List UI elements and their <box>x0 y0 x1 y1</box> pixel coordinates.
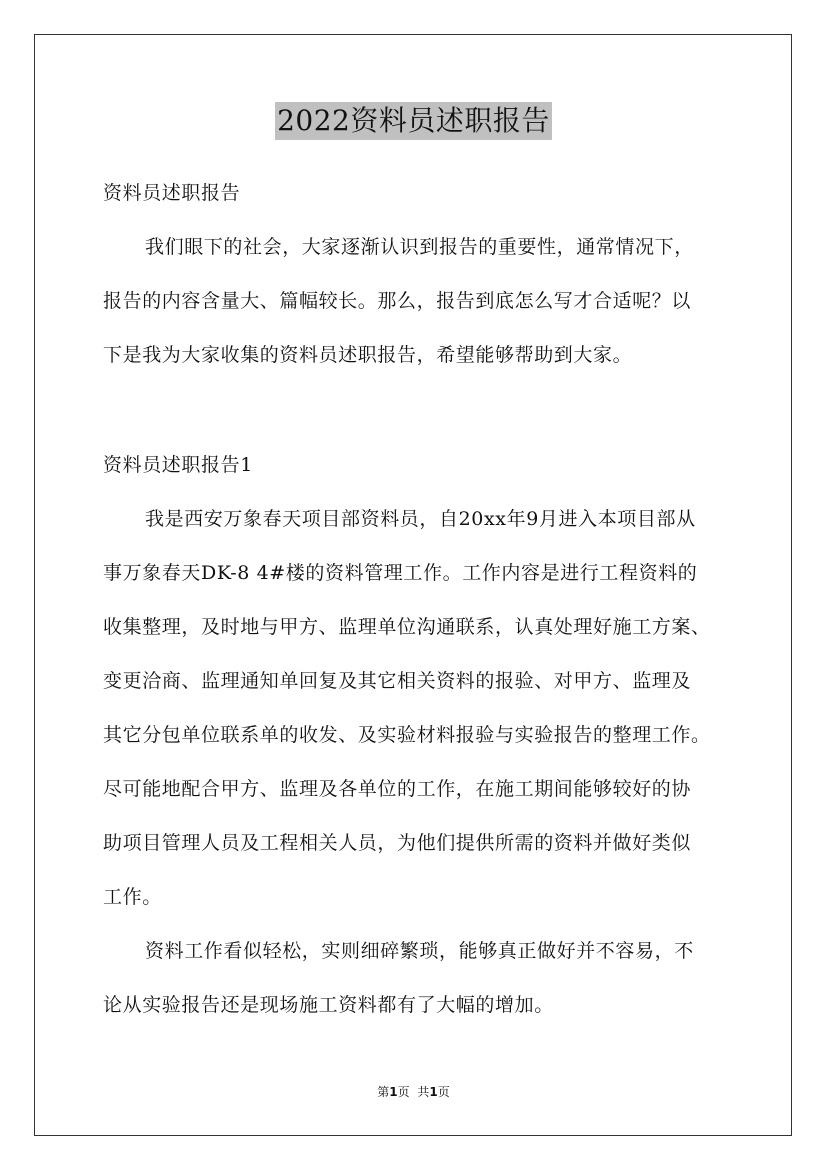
page-suffix: 页 <box>397 1085 410 1099</box>
intro-line-1: 我们眼下的社会，大家逐渐认识到报告的重要性，通常情况下， <box>145 236 694 258</box>
total-number: 1 <box>429 1085 438 1099</box>
para1-line-7: 助项目管理人员及工程相关人员，为他们提供所需的资料并做好类似 <box>103 832 692 854</box>
document-title: 2022资料员述职报告 <box>275 102 552 140</box>
para2-line-2: 论从实验报告还是现场施工资料都有了大幅的增加。 <box>103 994 554 1016</box>
para1-line-5: 其它分包单位联系单的收发、及实验材料报验与实验报告的整理工作。 <box>103 724 711 746</box>
total-suffix: 页 <box>437 1085 450 1099</box>
para1-line-4: 变更洽商、监理通知单回复及其它相关资料的报验、对甲方、监理及 <box>103 670 692 692</box>
para1-line-8: 工作。 <box>103 886 162 908</box>
para2-line-1: 资料工作看似轻松，实则细碎繁琐，能够真正做好并不容易，不 <box>145 940 694 962</box>
title-container <box>0 102 827 140</box>
document-body <box>103 176 735 1042</box>
para1-line-6: 尽可能地配合甲方、监理及各单位的工作，在施工期间能够较好的协 <box>103 778 692 800</box>
subtitle: 资料员述职报告 <box>103 182 241 204</box>
intro-line-3: 下是我为大家收集的资料员述职报告，希望能够帮助到大家。 <box>103 344 633 366</box>
intro-line-2: 报告的内容含量大、篇幅较长。那么，报告到底怎么写才合适呢？以 <box>103 290 692 312</box>
page-prefix: 第 <box>377 1085 390 1099</box>
page-number: 1 <box>389 1085 398 1099</box>
section-gap <box>103 392 735 448</box>
para1-line-2: 事万象春天DK-8 4#楼的资料管理工作。工作内容是进行工程资料的 <box>103 562 698 584</box>
total-prefix: 共 <box>417 1085 430 1099</box>
para1-line-1: 我是西安万象春天项目部资料员，自20xx年9月进入本项目部从 <box>145 508 696 530</box>
para1-line-3: 收集整理，及时地与甲方、监理单位沟通联系，认真处理好施工方案、 <box>103 616 711 638</box>
page-footer <box>0 1082 827 1102</box>
section-heading: 资料员述职报告1 <box>103 454 253 476</box>
